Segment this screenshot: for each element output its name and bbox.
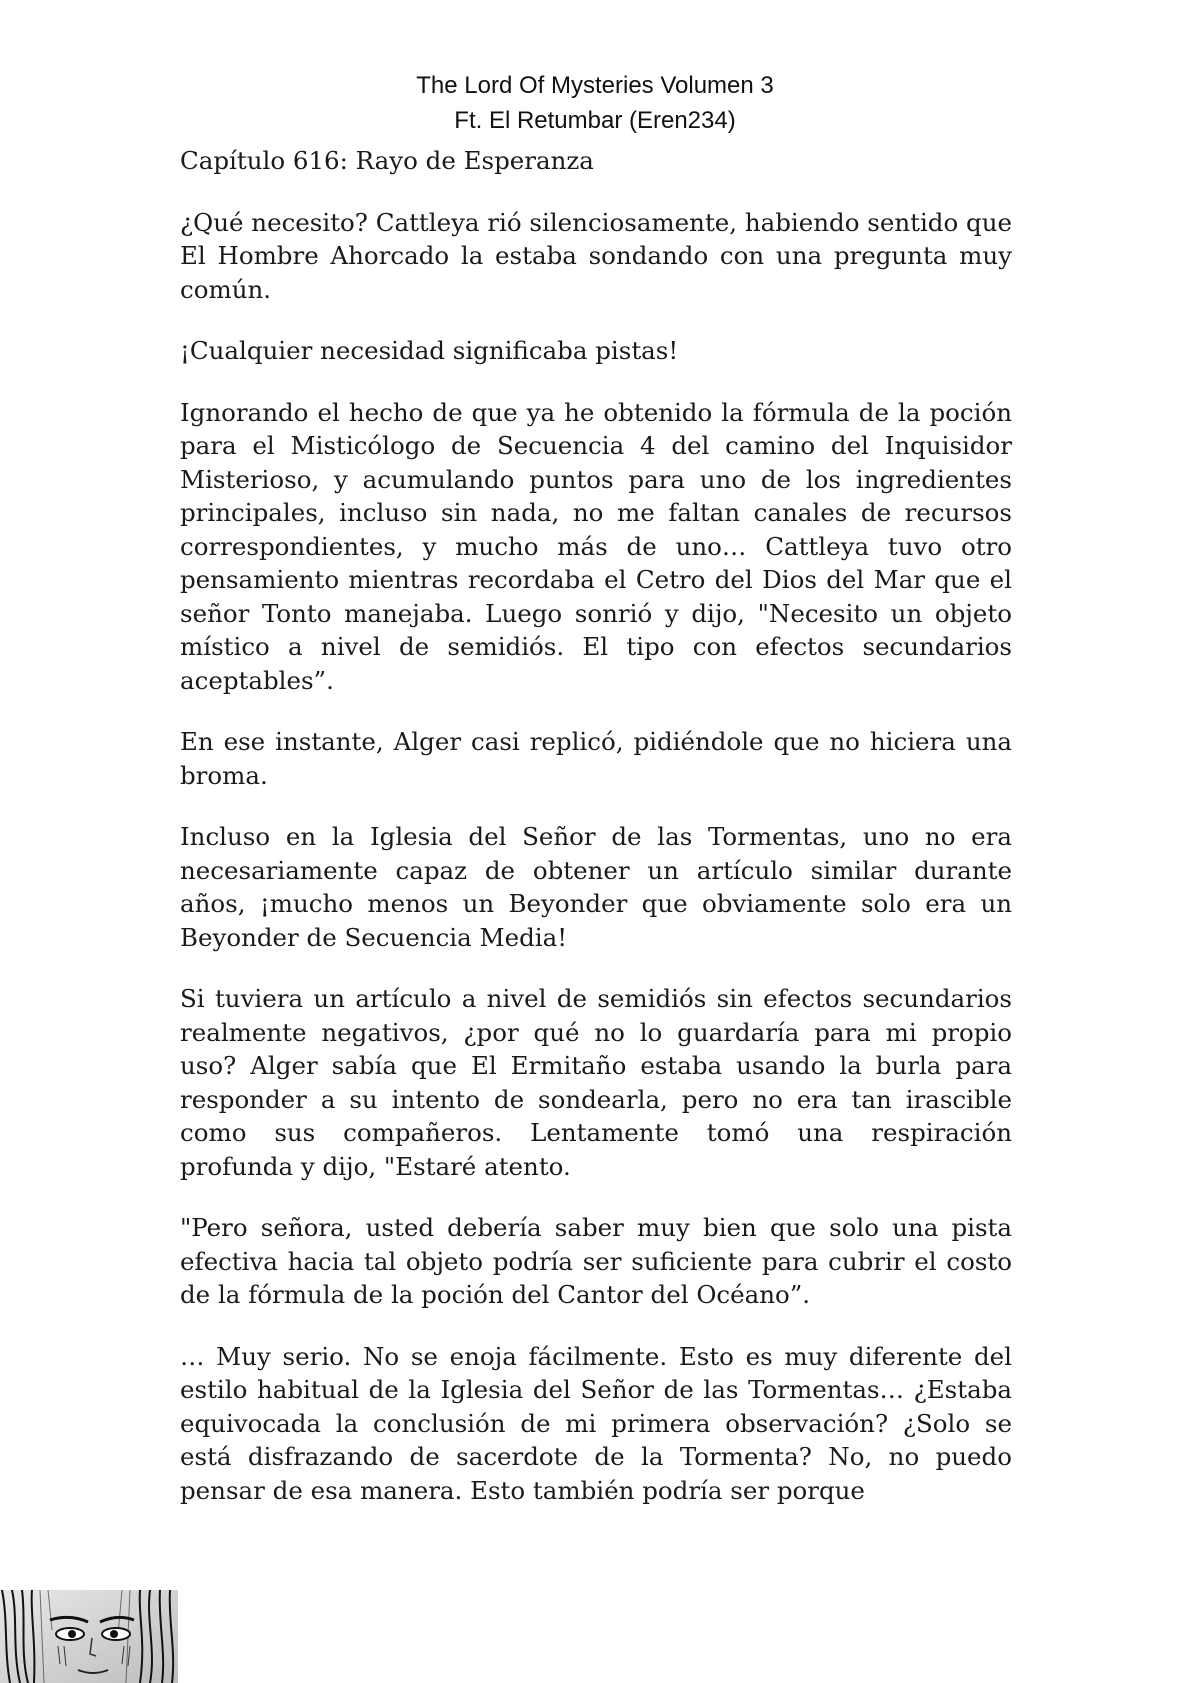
paragraph: Si tuviera un artículo a nivel de semidiós sin efectos secundarios realmente negativos, ¿por qué no lo guardaría para mi propio uso? Alger sabía que El Ermitaño estaba usando la burla para responder a su intento de sondearla, pero no era tan irascible como sus compañeros. Lentamente tomó una respiración profunda y dijo, "Estaré atento. — [180, 984, 1012, 1181]
paragraph: Ignorando el hecho de que ya he obtenido la fórmula de la poción para el Misticólogo de Secuencia 4 del camino del Inquisidor Misterioso, y acumulando puntos para uno de los ingredientes principales, incluso sin nada, no me faltan canales de recursos correspondientes, y mucho más de uno… Cattleya tuvo otro pensamiento mientras recordaba el Cetro del Dios del Mar que el señor Tonto manejaba. Luego sonrió y dijo, "Necesito un objeto místico a nivel de semidiós. El tipo con efectos secundarios aceptables”. — [180, 397, 1012, 695]
manga-portrait-image — [0, 1590, 178, 1683]
paragraph: ¡Cualquier necesidad significaba pistas! — [180, 336, 679, 365]
header-book-title: The Lord Of Mysteries Volumen 3 — [416, 72, 774, 99]
paragraph: … Muy serio. No se enoja fácilmente. Esto es muy diferente del estilo habitual de la Iglesia del Señor de las Tormentas… ¿Estaba equivocada la conclusión de mi primera observación? ¿Solo se está disfrazando de sacerdote de la Tormenta? No, no puedo pensar de esa manera. Esto también podría ser porque — [180, 1341, 1012, 1505]
chapter-title: Capítulo 616: Rayo de Esperanza — [180, 146, 594, 175]
paragraph: ¿Qué necesito? Cattleya rió silenciosamente, habiendo sentido que El Hombre Ahorcado la estaba sondando con una pregunta muy común. — [180, 207, 1012, 304]
header-credit: Ft. El Retumbar (Eren234) — [454, 107, 736, 134]
paragraph: En ese instante, Alger casi replicó, pidiéndole que no hiciera una broma. — [180, 727, 1012, 790]
document-body — [180, 144, 1012, 1507]
page-header — [0, 68, 1190, 138]
paragraph: "Pero señora, usted debería saber muy bien que solo una pista efectiva hacia tal objeto podría ser suficiente para cubrir el costo de la fórmula de la poción del Cantor del Océano”. — [180, 1213, 1012, 1309]
paragraph: Incluso en la Iglesia del Señor de las Tormentas, uno no era necesariamente capaz de obtener un artículo similar durante años, ¡mucho menos un Beyonder que obviamente solo era un Beyonder de Secuencia Media! — [180, 822, 1012, 952]
